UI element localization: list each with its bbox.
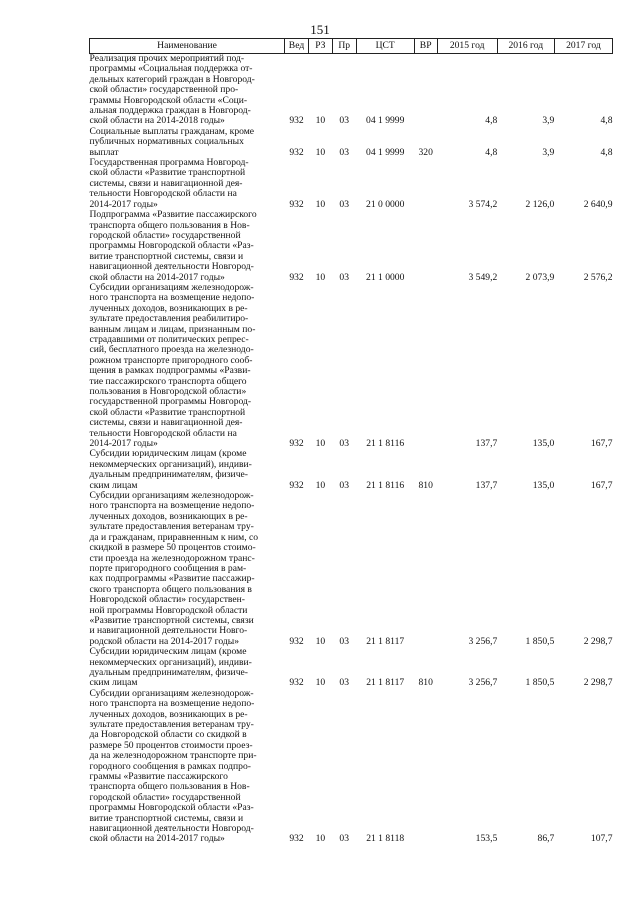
row-name: Субсидии организациям железнодорож- ного транспорта на возмещение недопо- лученных доходов, возникающих в ре- зультате предоставления ветеранам тру- да Новгородской области со скидкой в размере 50 процентов стоимости проез- да на железнодорожном транспорте при- городного сообщения в рамках подпро- граммы «Развитие пассажирского транспорта общего пользования в Нов- городской области» государственной программы Новгородской области «Раз- витие транспортной системы, связи и навигационной деятельности Новгород- ской области на 2014-2017 годы»	[89, 687, 257, 845]
row-vr	[414, 158, 437, 210]
row-cst: 04 1 9999	[366, 146, 405, 158]
row-value-2016: 3,9	[542, 146, 555, 158]
row-rz: 10	[315, 677, 326, 689]
row-ved: 932	[289, 271, 304, 283]
budget-table	[89, 38, 613, 845]
row-pr: 03	[339, 438, 350, 450]
header-cst: ЦСТ	[356, 39, 414, 54]
row-value-2015: 4,8	[485, 146, 498, 158]
row-value-2016: 1 850,5	[525, 677, 555, 689]
row-rz: 10	[315, 635, 326, 647]
row-rz: 10	[315, 833, 326, 845]
row-ved: 932	[289, 677, 304, 689]
row-pr: 03	[339, 833, 350, 845]
header-name: Наименование	[90, 39, 285, 54]
row-pr: 03	[339, 479, 350, 491]
row-pr: 03	[339, 115, 350, 127]
row-vr: 320	[418, 146, 433, 158]
table-body	[90, 54, 613, 845]
row-cst: 21 1 8117	[366, 677, 405, 689]
row-name: Подпрограмма «Развитие пассажирского транспорта общего пользования в Нов- городской области» государственной программы Новгородской области «Раз- витие транспортной системы, связи и навигационной деятельности Новгород- ской области на 2014-2017 годы»	[89, 209, 257, 283]
row-cst: 21 1 0000	[366, 271, 405, 283]
header-2016: 2016 год	[497, 39, 554, 54]
row-value-2015: 4,8	[485, 115, 498, 127]
header-rz: РЗ	[308, 39, 332, 54]
header-vr: ВР	[414, 39, 437, 54]
page-number: 151	[310, 22, 330, 37]
row-value-2017: 2 298,7	[583, 635, 613, 647]
row-value-2015: 137,7	[475, 479, 498, 491]
table-header-row	[90, 39, 613, 54]
row-cst: 21 1 8118	[366, 833, 405, 845]
row-value-2016: 135,0	[532, 479, 555, 491]
row-value-2016: 3,9	[542, 115, 555, 127]
row-pr: 03	[339, 198, 350, 210]
row-value-2017: 167,7	[590, 479, 613, 491]
table-row	[90, 647, 613, 689]
row-vr	[414, 210, 437, 283]
row-rz: 10	[315, 198, 326, 210]
row-value-2017: 2 640,9	[583, 198, 613, 210]
row-rz: 10	[315, 115, 326, 127]
table-row	[90, 689, 613, 845]
table-row	[90, 491, 613, 647]
row-value-2016: 135,0	[532, 438, 555, 450]
row-value-2015: 3 256,7	[468, 635, 498, 647]
row-name: Субсидии организациям железнодорож- ного транспорта на возмещение недопо- лученных доходов, возникающих в ре- зультате предоставления реабилитиро- ванным лицам и лицам, признанным по- страдавшими от политических репрес- сий, бесплатного проезда на железнодо- рожном транспорте пригородного сооб- щения в рамках подпрограммы «Разви- тие пассажирского транспорта общего пользования в Новгородской области» государственной программы Новгород- ской области «Развитие транспортной системы, связи и навигационной дея- тельности Новгородской области на 2014-2017 годы»	[89, 281, 256, 450]
row-vr	[414, 54, 437, 127]
row-vr	[414, 689, 437, 845]
row-name: Социальные выплаты гражданам, кроме публичных нормативных социальных выплат	[89, 125, 255, 158]
table-row	[90, 210, 613, 283]
row-value-2017: 4,8	[600, 115, 613, 127]
row-value-2016: 86,7	[537, 833, 555, 845]
row-value-2016: 2 126,0	[525, 198, 555, 210]
table-row	[90, 283, 613, 450]
row-cst: 21 1 8116	[366, 438, 405, 450]
row-pr: 03	[339, 635, 350, 647]
row-pr: 03	[339, 271, 350, 283]
table-row	[90, 54, 613, 127]
row-vr: 810	[418, 479, 433, 491]
row-cst: 04 1 9999	[366, 115, 405, 127]
row-value-2015: 3 549,2	[468, 271, 498, 283]
table-row	[90, 158, 613, 210]
row-rz: 10	[315, 146, 326, 158]
header-ved: Вед	[285, 39, 309, 54]
row-cst: 21 1 8116	[366, 479, 405, 491]
table-row	[90, 449, 613, 491]
row-ved: 932	[289, 198, 304, 210]
header-2017: 2017 год	[554, 39, 612, 54]
row-rz: 10	[315, 479, 326, 491]
header-2015: 2015 год	[437, 39, 497, 54]
row-vr	[414, 491, 437, 647]
row-value-2016: 1 850,5	[525, 635, 555, 647]
row-value-2017: 107,7	[590, 833, 613, 845]
row-cst: 21 1 8117	[366, 635, 405, 647]
row-value-2017: 4,8	[600, 146, 613, 158]
row-vr: 810	[418, 677, 433, 689]
table-row	[90, 127, 613, 158]
row-value-2015: 137,7	[475, 438, 498, 450]
row-pr: 03	[339, 146, 350, 158]
row-name: Государственная программа Новгород- ской области «Развитие транспортной системы, связи и навигационной дея- тельности Новгородской области на 2014-2017 годы»	[89, 157, 249, 210]
row-ved: 932	[289, 115, 304, 127]
row-rz: 10	[315, 271, 326, 283]
row-ved: 932	[289, 438, 304, 450]
row-ved: 932	[289, 146, 304, 158]
row-vr	[414, 283, 437, 450]
row-value-2015: 3 574,2	[468, 198, 498, 210]
row-ved: 932	[289, 833, 304, 845]
row-name: Субсидии юридическим лицам (кроме некоммерческих организаций), индиви- дуальным предпринимателям, физиче- ским лицам	[89, 646, 252, 689]
row-name: Реализация прочих мероприятий под- программы «Социальная поддержка от- дельных категорий граждан в Новгород- ской области» государственной про- граммы Новгородской области «Соци- альная поддержка граждан в Новгород- ской области на 2014-2018 годы»	[89, 53, 255, 127]
header-pr: Пр	[332, 39, 356, 54]
row-ved: 932	[289, 635, 304, 647]
row-value-2017: 2 576,2	[583, 271, 613, 283]
row-name: Субсидии юридическим лицам (кроме некоммерческих организаций), индиви- дуальным предпринимателям, физиче- ским лицам	[89, 448, 252, 491]
row-value-2015: 3 256,7	[468, 677, 498, 689]
row-value-2016: 2 073,9	[525, 271, 555, 283]
row-value-2017: 2 298,7	[583, 677, 613, 689]
row-pr: 03	[339, 677, 350, 689]
row-cst: 21 0 0000	[366, 198, 405, 210]
row-ved: 932	[289, 479, 304, 491]
row-rz: 10	[315, 438, 326, 450]
row-name: Субсидии организациям железнодорож- ного транспорта на возмещение недопо- лученных доходов, возникающих в ре- зультате предоставления ветеранам тру- да и гражданам, приравненным к ним, со скидкой в размере 50 процентов стоимо- сти проезда на железнодорожном транс- порте пригородного сообщения в рам- ках подпрограммы «Развитие пассажир- ского транспорта общего пользования в Новгородской области» государствен- ной программы Новгородской области «Развитие транспортной системы, связи и навигационной деятельности Новго- родской области на 2014-2017 годы»	[89, 490, 259, 647]
row-value-2017: 167,7	[590, 438, 613, 450]
row-value-2015: 153,5	[475, 833, 498, 845]
